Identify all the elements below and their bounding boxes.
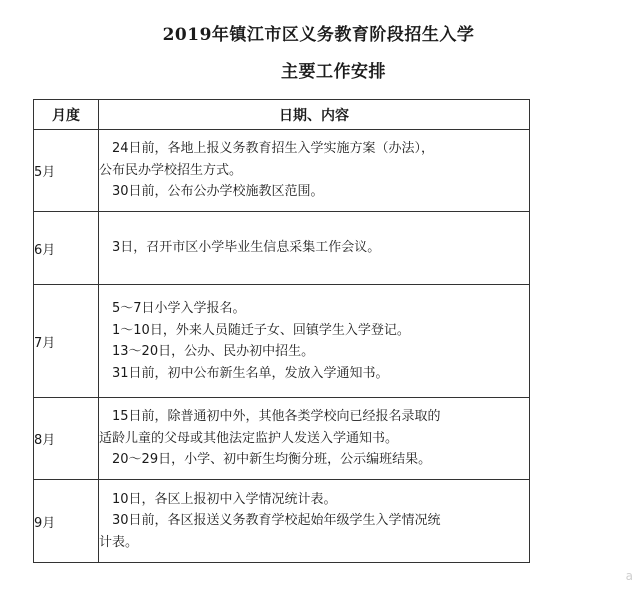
content-cell <box>99 130 530 212</box>
content-line: 5～7日小学入学报名。 <box>112 301 246 316</box>
content-cell <box>99 480 530 563</box>
month-cell: 5月 <box>34 130 99 212</box>
content-line: 1～10日，外来人员随迁子女、回镇学生入学登记。 <box>112 322 410 338</box>
table-row <box>34 130 530 212</box>
table-row <box>34 398 530 480</box>
content-cell <box>99 212 530 285</box>
content-line: 30日前，各区报送义务教育学校起始年级学生入学情况统 <box>112 513 441 529</box>
month-cell: 7月 <box>34 285 99 398</box>
table-row <box>34 480 530 563</box>
month-cell: 9月 <box>34 480 99 563</box>
content-cell <box>99 285 530 398</box>
content-line: 10日，各区上报初中入学情况统计表。 <box>112 491 337 507</box>
document-subtitle: 主要工作安排 <box>281 62 386 82</box>
header-month: 月度 <box>34 100 99 130</box>
content-line: 31日前，初中公布新生名单，发放入学通知书。 <box>112 365 389 381</box>
header-content: 日期、内容 <box>99 100 530 130</box>
content-line: 计表。 <box>99 534 139 550</box>
table-row <box>34 212 530 285</box>
content-cell <box>99 398 530 480</box>
table-header-row <box>34 100 530 130</box>
table-row <box>34 285 530 398</box>
content-line: 3日，召开市区小学毕业生信息采集工作会议。 <box>112 240 381 256</box>
content-line: 20～29日，小学、初中新生均衡分班，公示编班结果。 <box>112 452 432 468</box>
content-line: 30日前，公布公办学校施教区范围。 <box>112 184 324 200</box>
watermark: a <box>625 569 633 583</box>
month-cell: 6月 <box>34 212 99 285</box>
content-line: 15日前，除普通初中外，其他各类学校向已经报名录取的 <box>112 409 441 425</box>
content-line: 13～20日，公办、民办初中招生。 <box>112 344 315 359</box>
month-cell: 8月 <box>34 398 99 480</box>
content-line: 公布民办学校招生方式。 <box>99 162 243 178</box>
schedule-table <box>33 99 530 563</box>
document-title: 2019年镇江市区义务教育阶段招生入学 <box>162 25 475 45</box>
content-line: 适龄儿童的父母或其他法定监护人发送入学通知书。 <box>99 430 399 446</box>
content-line: 24日前，各地上报义务教育招生入学实施方案（办法）， <box>112 141 435 157</box>
